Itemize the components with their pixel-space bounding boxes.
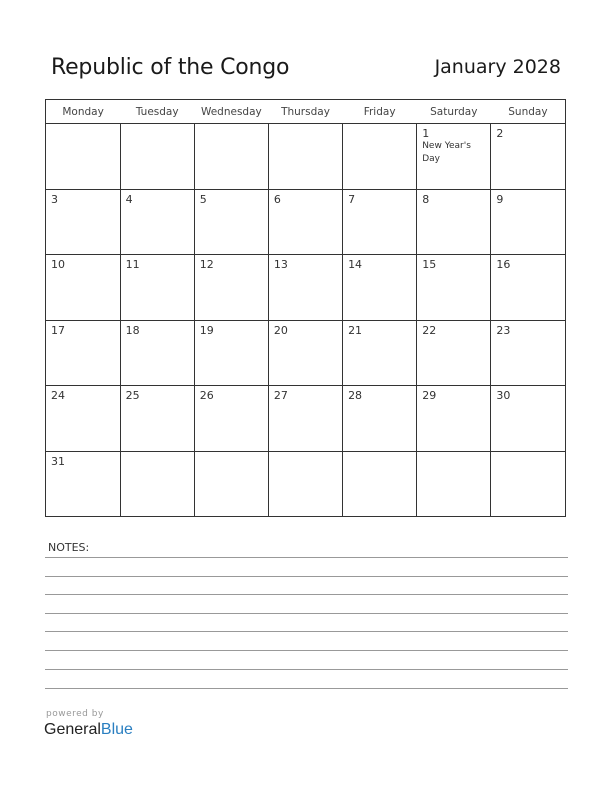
- day-number: 4: [125, 192, 133, 206]
- calendar-week-row: [46, 451, 565, 516]
- powered-by-label: powered by: [46, 709, 104, 719]
- day-number: 9: [496, 192, 504, 206]
- calendar-day-cell: [417, 124, 491, 190]
- brand-general-text: General: [44, 721, 101, 738]
- day-number: 15: [422, 258, 437, 271]
- calendar-day-cell: [194, 189, 268, 255]
- day-number: 22: [422, 323, 437, 337]
- calendar-day-cell: [343, 386, 417, 452]
- calendar-day-cell: [194, 320, 268, 386]
- calendar-day-cell: [46, 255, 120, 321]
- day-number: 1: [422, 127, 430, 140]
- calendar-week-row: [46, 255, 565, 321]
- calendar-day-cell: [417, 451, 491, 516]
- page-title: Republic of the Congo: [51, 55, 290, 80]
- day-number: 12: [199, 258, 214, 271]
- day-number: 13: [273, 258, 288, 271]
- calendar-week-row: [46, 386, 565, 452]
- day-number: 10: [51, 258, 65, 271]
- calendar-day-cell: [417, 255, 491, 321]
- day-number: 18: [125, 323, 140, 337]
- day-number: 6: [273, 192, 281, 206]
- calendar-day-cell: [343, 255, 417, 321]
- day-number: 29: [422, 389, 437, 402]
- day-number: 30: [496, 389, 511, 402]
- note-line: [45, 650, 568, 651]
- calendar-day-cell: [491, 451, 565, 516]
- calendar-day-cell: [268, 124, 342, 190]
- calendar-day-cell: [46, 320, 120, 386]
- calendar-day-cell: [194, 386, 268, 452]
- day-number: 17: [51, 323, 65, 337]
- calendar-day-cell: [46, 386, 120, 452]
- weekday-thursday: Thursday: [268, 100, 342, 124]
- calendar-day-cell: [417, 189, 491, 255]
- calendar-day-cell: [417, 320, 491, 386]
- weekday-header-row: [46, 100, 565, 124]
- calendar-day-cell: [46, 451, 120, 516]
- calendar-day-cell: [343, 189, 417, 255]
- calendar-day-cell: [343, 451, 417, 516]
- weekday-saturday: Saturday: [417, 100, 491, 124]
- day-number: 14: [348, 258, 363, 271]
- weekday-sunday: Sunday: [491, 100, 565, 124]
- day-number: 3: [51, 192, 58, 206]
- weekday-tuesday: Tuesday: [120, 100, 194, 124]
- note-line: [45, 669, 568, 670]
- note-line: [45, 576, 568, 577]
- holiday-label: New Year's Day: [422, 141, 471, 164]
- calendar-day-cell: [120, 255, 194, 321]
- calendar-day-cell: [491, 189, 565, 255]
- day-number: 16: [496, 258, 511, 271]
- calendar-week-row: [46, 189, 565, 255]
- day-number: 23: [496, 323, 511, 337]
- notes-label: NOTES:: [48, 541, 90, 554]
- day-number: 7: [348, 192, 356, 206]
- calendar-day-cell: [491, 255, 565, 321]
- note-line: [45, 557, 568, 558]
- calendar-day-cell: [120, 386, 194, 452]
- note-line: [45, 688, 568, 689]
- calendar-day-cell: [268, 255, 342, 321]
- note-line: [45, 594, 568, 595]
- calendar-day-cell: [343, 124, 417, 190]
- calendar-day-cell: [491, 320, 565, 386]
- day-number: 19: [199, 323, 214, 337]
- weekday-monday: Monday: [46, 100, 120, 124]
- day-number: 28: [348, 389, 363, 402]
- month-year-label: January 2028: [434, 56, 561, 78]
- calendar-week-row: [46, 124, 565, 190]
- calendar-day-cell: [268, 189, 342, 255]
- calendar-day-cell: [120, 189, 194, 255]
- note-line: [45, 613, 568, 614]
- calendar-day-cell: [120, 320, 194, 386]
- calendar-day-cell: [120, 451, 194, 516]
- day-number: 26: [199, 389, 214, 402]
- day-number: 5: [199, 192, 207, 206]
- day-number: 8: [422, 192, 430, 206]
- day-number: 31: [51, 454, 65, 468]
- calendar-day-cell: [491, 386, 565, 452]
- weekday-wednesday: Wednesday: [194, 100, 268, 124]
- calendar-day-cell: [268, 386, 342, 452]
- day-number: 11: [125, 258, 140, 271]
- note-line: [45, 631, 568, 632]
- generalblue-logo: [44, 721, 133, 739]
- day-number: 25: [125, 389, 140, 402]
- calendar-day-cell: [268, 320, 342, 386]
- calendar-day-cell: [194, 124, 268, 190]
- calendar-week-row: [46, 320, 565, 386]
- day-number: 2: [496, 127, 504, 140]
- day-number: 20: [273, 323, 288, 337]
- calendar-day-cell: [417, 386, 491, 452]
- calendar-grid: [45, 99, 566, 517]
- calendar-day-cell: [46, 189, 120, 255]
- day-number: 21: [348, 323, 363, 337]
- calendar-day-cell: [120, 124, 194, 190]
- brand-blue-text: Blue: [100, 721, 133, 738]
- calendar-day-cell: [343, 320, 417, 386]
- day-number: 27: [273, 389, 288, 402]
- calendar-day-cell: [46, 124, 120, 190]
- calendar-day-cell: [268, 451, 342, 516]
- day-number: 24: [51, 389, 65, 402]
- calendar-day-cell: [194, 451, 268, 516]
- calendar-day-cell: [194, 255, 268, 321]
- calendar-day-cell: [491, 124, 565, 190]
- weekday-friday: Friday: [343, 100, 417, 124]
